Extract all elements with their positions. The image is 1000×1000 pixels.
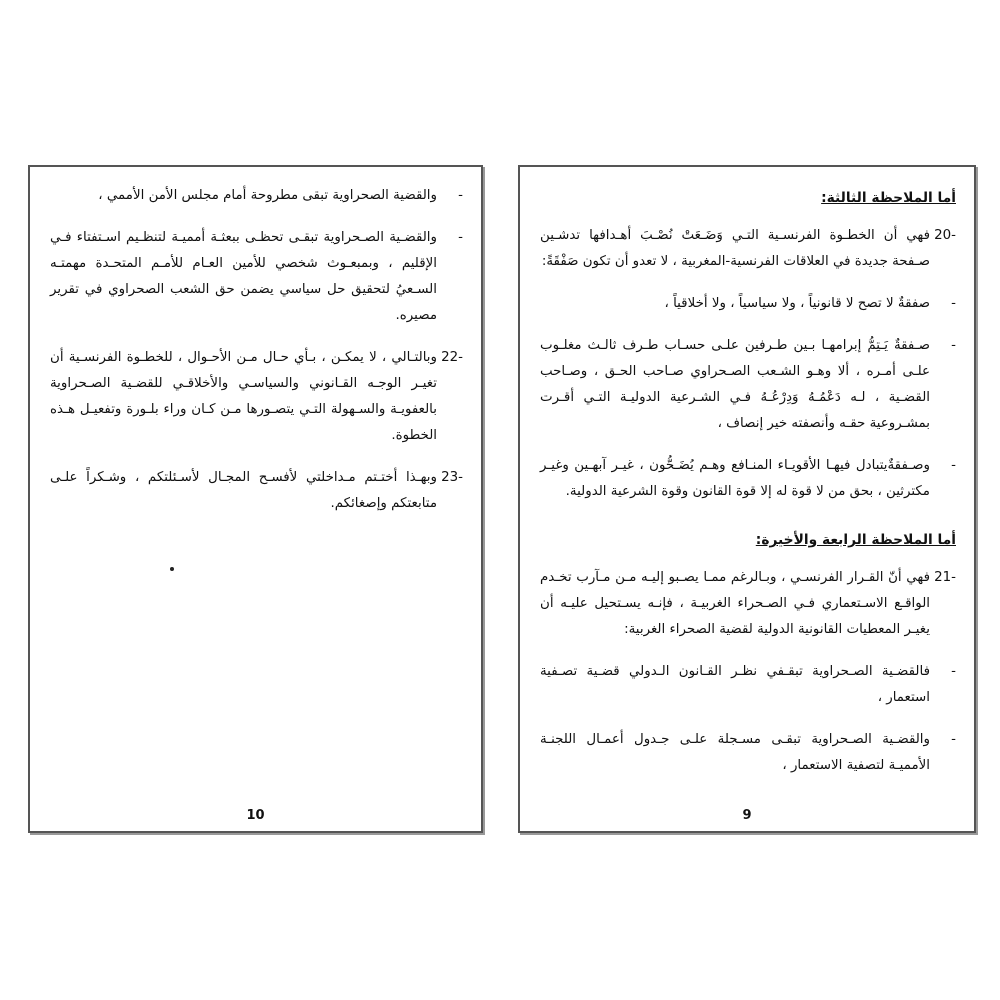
- paragraph-text: وبالتـالي ، لا يمكـن ، بـأي حـال مـن الأحـوال ، للخطـوة الفرنسـية أن تغيـر الوجـه القـانوني والسياسـي والأخلاقـي للقضـية الصـحراوية بالعفويـة والسـهولة التـي يتصـورها مـن كـان وراء بلـورة وتفعيـل هـذه الخطوة.: [50, 350, 437, 443]
- paragraph: [540, 659, 956, 711]
- paragraph: [540, 727, 956, 779]
- numbered-paragraph-20: [540, 223, 956, 275]
- section-heading-fourth: أما الملاحظة الرابعة والأخيرة:: [755, 532, 956, 548]
- paragraph: [540, 453, 956, 505]
- paragraph: [540, 291, 956, 317]
- paragraph-number: -22: [441, 350, 463, 365]
- paragraph: [50, 225, 463, 329]
- bullet-marker: -: [951, 296, 956, 311]
- paragraph-text: صفقةٌ لا تصح لا قانونياً ، ولا سياسياً ، ولا أخلاقياً ،: [664, 296, 930, 311]
- ink-dot: [170, 567, 174, 571]
- paragraph-text: فالقضـية الصـحراوية تبقـفي نظـر القـانون الـدولي قضـية تصـفية استعمار ،: [540, 664, 930, 705]
- bullet-marker: -: [951, 338, 956, 353]
- bullet-marker: -: [951, 458, 956, 473]
- page-body: [540, 183, 956, 791]
- section-heading-third: أما الملاحظة الثالثة:: [821, 190, 956, 206]
- paragraph-text: فهي أنّ القـرار الفرنسـي ، وبـالرغم ممـا يصـبو إليـه مـن مـآرب تخـدم الواقـع الاسـتعماري فـي الصـحراء الغربيـة ، فإنـه يسـتحيل عليـه أن يغيـر المعطيات القانونية الدولية لقضية الصحراء الغربية:: [540, 570, 930, 637]
- page-number: 9: [742, 808, 752, 823]
- numbered-paragraph-23: [50, 465, 463, 517]
- numbered-paragraph-22: [50, 345, 463, 449]
- paragraph: [50, 183, 463, 209]
- numbered-paragraph-21: [540, 565, 956, 643]
- page-number: 10: [246, 808, 265, 823]
- paragraph-number: -23: [441, 470, 463, 485]
- page-body: [50, 183, 463, 791]
- paragraph-text: والقضية الصحراوية تبقى مطروحة أمام مجلس الأمن الأممي ،: [98, 188, 437, 203]
- bullet-marker: -: [458, 188, 463, 203]
- paragraph-number: -21: [934, 570, 956, 585]
- paragraph-text: والقضـية الصـحراوية تبقـى مسـجلة علـى جـدول أعمـال اللجنـة الأمميـة لتصفية الاستعمار ،: [540, 732, 930, 773]
- bullet-marker: -: [951, 664, 956, 679]
- paragraph-text: صـفقةٌ يَـتِمُّ إبرامهـا بـين طـرفين علـى حسـاب طـرف ثالـث مغلـوب علـى أمـره ، ألا وهـو الشـعب الصـحراوي صـاحب الحـق ، وصـاحب القضـية ، لـه دَعْمُـهُ وَدِرْعُـهُ فـي الشـرعية الدوليـة التـي أقـرت بمشـروعية حقـه وأنصفته خير إنصاف ،: [540, 338, 930, 431]
- paragraph-number: -20: [934, 228, 956, 243]
- paragraph-text: وبهـذا أختـتم مـداخلتي لأفسـح المجـال لأسـئلتكم ، وشـكراً علـى متابعتكم وإصغائكم.: [50, 470, 437, 511]
- document-page-9: [518, 165, 976, 833]
- bullet-marker: -: [951, 732, 956, 747]
- paragraph: [540, 333, 956, 437]
- paragraph-text: والقضـية الصـحراوية تبقـى تحظـى ببعثـة أمميـة لتنظـيم اسـتفتاء فـي الإقليم ، وبمبعـوث شخصي للأمين العـام للأمـم المتحـدة مهمتـه السـعيُ لتحقيق حل سياسي يضمن حق الشعب الصحراوي في تقرير مصيره.: [50, 230, 437, 323]
- paragraph-text: فهي أن الخطـوة الفرنسـية التـي وَضَـعَتْ نُصْـبَ أهـدافها تدشـين صـفحة جديدة في العلاقات الفرنسية-المغربية ، لا تعدو أن تكون صَفْقَةً:: [540, 228, 930, 269]
- bullet-marker: -: [458, 230, 463, 245]
- document-page-10: [28, 165, 483, 833]
- paragraph-text: وصـفقةٌيتبادل فيهـا الأقويـاء المنـافع وهـم يُضَـحُّون ، غيـر آبهـين وغيـر مكترثين ، بحق من لا قوة له إلا قوة القانون وقوة الشرعية الدولية.: [540, 458, 930, 499]
